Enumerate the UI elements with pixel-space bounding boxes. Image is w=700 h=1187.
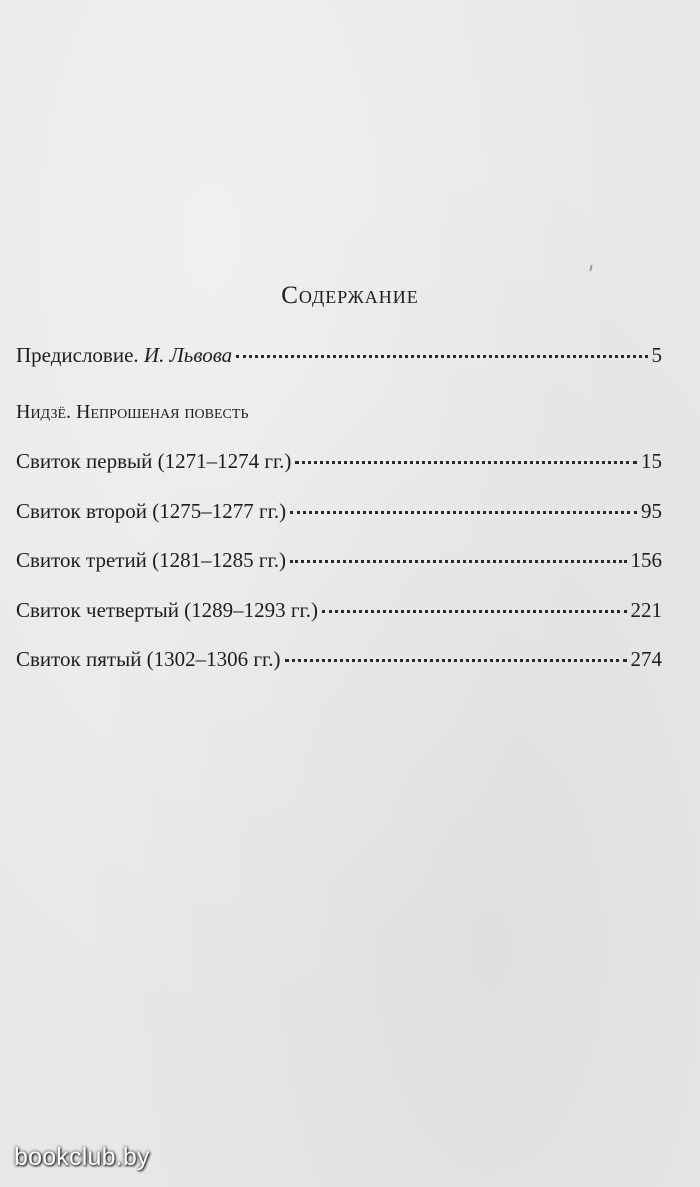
toc-entry-label: Свиток пятый (1302–1306 гг.) [16,647,281,671]
section-author: Нидзё. [16,401,72,423]
leader-dots [236,355,647,358]
toc-entry [16,499,662,524]
toc-page-number: 221 [630,598,662,622]
toc-entry-label: Свиток первый (1271–1274 гг.) [16,449,292,473]
toc-entry-label: Свиток второй (1275–1277 гг.) [16,499,287,523]
toc-entry [16,449,662,474]
toc-page-number: 156 [630,548,662,572]
leader-dots [322,610,626,613]
toc-entry-label: Свиток четвертый (1289–1293 гг.) [16,598,319,622]
toc-entry-preface [16,343,662,368]
leader-dots [290,560,626,563]
watermark: bookclub.by [14,1143,150,1171]
section-title: Непрошеная повесть [76,401,249,423]
toc-entry [16,548,662,573]
section-heading [16,401,248,424]
toc-entry-label [16,343,232,368]
leader-dots [285,659,627,662]
toc-entry [16,598,662,623]
toc-entry [16,647,662,672]
preface-author: И. Львова [143,343,233,367]
leader-dots [295,461,637,464]
toc-page-number: 95 [641,499,662,523]
print-speck [589,265,592,271]
toc-page-number: 5 [651,343,662,367]
preface-label: Предисловие. [16,343,139,367]
toc-entry-label: Свиток третий (1281–1285 гг.) [16,548,287,572]
toc-page-number: 15 [641,449,662,473]
leader-dots [290,511,637,514]
contents-title: Содержание [281,282,419,309]
toc-page-number: 274 [630,647,662,671]
